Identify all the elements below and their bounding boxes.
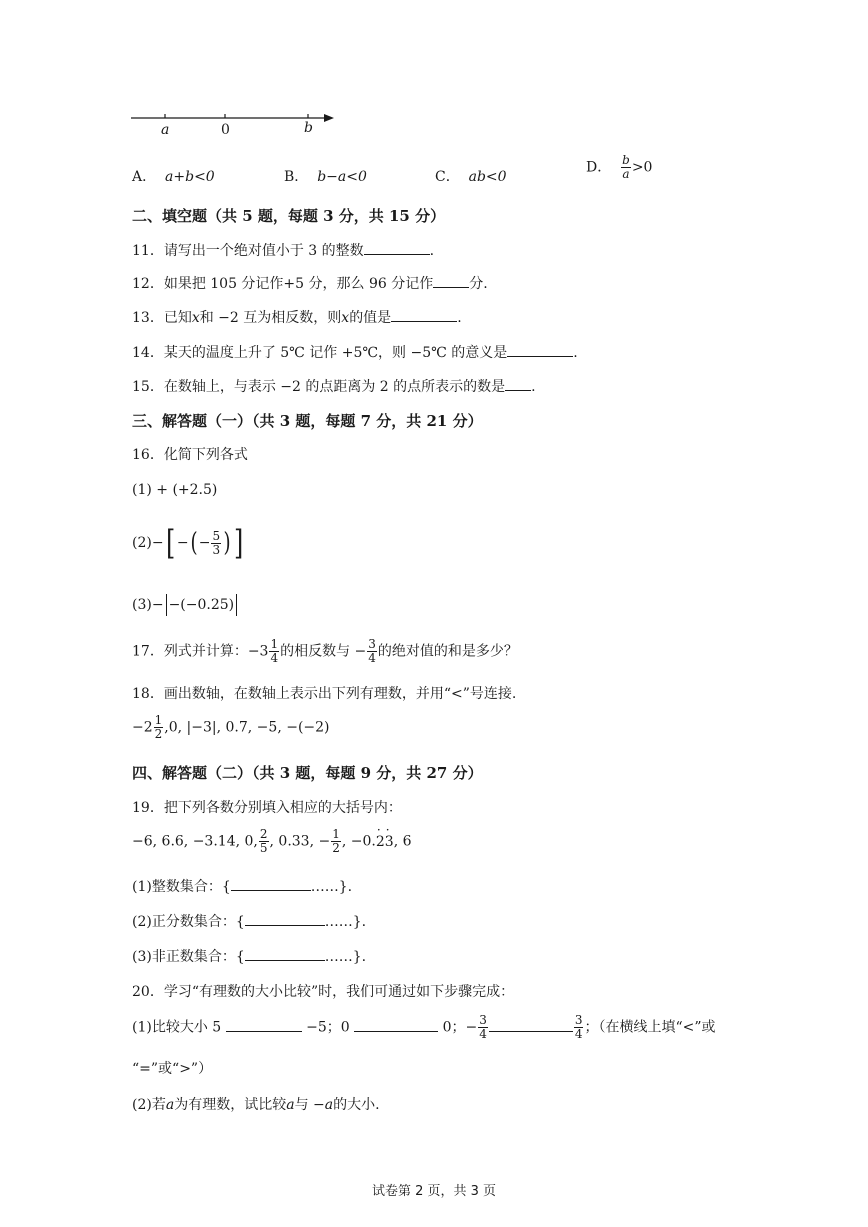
- fraction-three-quarters: $\frac{3}{4}$: [574, 1013, 583, 1041]
- question-20: 20．学习“有理数的大小比较”时，我们可通过如下步骤完成：: [132, 984, 515, 1000]
- question-20-part-1: (1)比较大小 5 −5；0 0；− $\frac{3}{4}$ $\frac{3}{4}$ ；（在横线上填“<”或: [132, 1013, 716, 1041]
- option-b: B． b−a<0: [284, 169, 367, 185]
- repeating-digit: · 3: [385, 834, 394, 850]
- answer-blank: [433, 274, 469, 288]
- question-18: 18．画出数轴，在数轴上表示出下列有理数，并用“<”号连接.: [132, 686, 517, 702]
- fraction-three-quarters: $\frac{3}{4}$: [479, 1013, 487, 1041]
- abs-bar-right: [236, 594, 237, 616]
- question-19-set-2: (2)正分数集合：{ ……}.: [132, 914, 367, 930]
- question-19-set-1: (1)整数集合：{ ……}.: [132, 879, 353, 895]
- fraction-b-over-a: $\frac{b}{a}$: [622, 153, 630, 181]
- option-c: C． ab<0: [435, 169, 507, 185]
- answer-blank: [391, 308, 457, 322]
- label-a: a: [161, 122, 170, 138]
- question-18-numbers: −2 $\frac{1}{2}$ ,0, |−3|, 0.7, −5, −(−2): [132, 713, 330, 741]
- section-2-title: 二、填空题（共 5 题，每题 3 分，共 15 分）: [132, 207, 446, 225]
- question-15: 15．在数轴上，与表示 −2 的点距离为 2 的点所表示的数是 .: [132, 379, 536, 395]
- question-14: 14．某天的温度上升了 5℃ 记作 +5℃，则 −5℃ 的意义是 .: [132, 345, 578, 361]
- question-19: 19．把下列各数分别填入相应的大括号内：: [132, 800, 402, 816]
- answer-blank: [364, 241, 430, 255]
- question-13: 13．已知x和 −2 互为相反数，则x的值是 .: [132, 310, 462, 326]
- answer-blank: [226, 1018, 302, 1032]
- number-line-arrow: [324, 114, 334, 122]
- fraction-one-quarter: $\frac{1}{4}$: [270, 637, 279, 665]
- answer-blank: [489, 1018, 573, 1032]
- label-b: b: [304, 120, 313, 136]
- abs-bar-left: [166, 594, 167, 616]
- question-16-part-3: (3)− −(−0.25): [132, 594, 239, 616]
- answer-blank: [507, 343, 573, 357]
- answer-blank: [245, 912, 325, 926]
- answer-blank: [505, 377, 531, 391]
- fraction-three-quarters: $\frac{3}{4}$: [368, 637, 376, 665]
- question-19-numbers: −6, 6.6, −3.14, 0, $\frac{2}{5}$ , 0.33, − $\frac{1}{2}$ , −0.· 2· 3, 6: [132, 828, 412, 855]
- section-4-title: 四、解答题（二）（共 3 题，每题 9 分，共 27 分）: [132, 764, 483, 782]
- question-16: 16．化简下列各式: [132, 447, 248, 463]
- answer-blank: [245, 947, 325, 961]
- fraction-two-fifths: $\frac{2}{5}$: [259, 827, 268, 855]
- answer-blank: [354, 1018, 438, 1032]
- page-footer: 试卷第 2 页，共 3 页: [371, 1184, 497, 1199]
- answer-blank: [231, 877, 311, 891]
- fraction-five-thirds: $\frac{5}{3}$: [212, 528, 221, 557]
- question-11: 11．请写出一个绝对值小于 3 的整数 .: [132, 243, 435, 259]
- fraction-one-half: $\frac{1}{2}$: [332, 827, 340, 855]
- section-3-title: 三、解答题（一）（共 3 题，每题 7 分，共 21 分）: [132, 412, 483, 430]
- question-12: 12．如果把 105 分记作+5 分，那么 96 分记作 分.: [132, 276, 488, 292]
- repeating-digit: · 2: [376, 834, 385, 850]
- option-d: D． $\frac{b}{a}$ >0: [586, 153, 653, 181]
- question-16-part-2: (2)−[ −( − $\frac{5}{3}$ ) ]: [132, 523, 244, 563]
- question-20-part-2: (2)若a为有理数，试比较a与 −a的大小.: [132, 1097, 380, 1113]
- question-16-part-1: (1) + (+2.5): [132, 482, 218, 498]
- label-zero: 0: [221, 122, 230, 138]
- question-20-part-1-continued: “=”或“>”）: [132, 1061, 213, 1077]
- question-17: 17．列式并计算：−3 $\frac{1}{4}$ 的相反数与 − $\frac{3}{4}$ 的绝对值的和是多少？: [132, 637, 518, 665]
- option-a: A． a+b<0: [132, 169, 215, 185]
- question-19-set-3: (3)非正数集合：{ ……}.: [132, 949, 367, 965]
- fraction-one-half: $\frac{1}{2}$: [154, 713, 163, 741]
